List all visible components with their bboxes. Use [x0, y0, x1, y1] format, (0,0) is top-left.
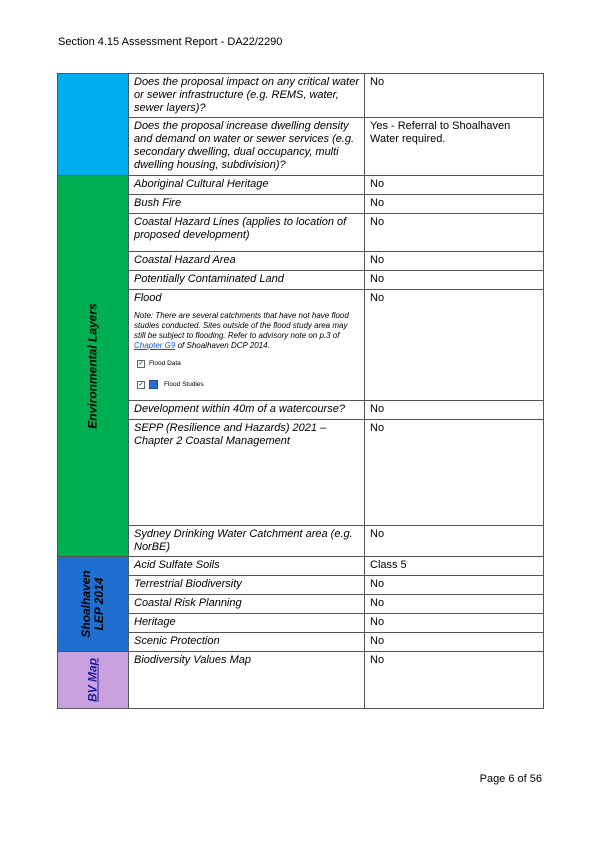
flood-question-cell [129, 290, 365, 401]
question-cell: Biodiversity Values Map [129, 652, 365, 709]
table-row [58, 652, 544, 709]
question-cell: Coastal Hazard Area [129, 252, 365, 271]
table-row [58, 214, 544, 252]
table-row [58, 195, 544, 214]
environmental-layers-label: Environmental Layers [85, 303, 100, 429]
answer-cell: Yes - Referral to Shoalhaven Water required. [365, 118, 544, 176]
shoalhaven-lep-label: Shoalhaven LEP 2014 [79, 570, 106, 638]
answer-cell: No [365, 633, 544, 652]
table-row [58, 576, 544, 595]
answer-cell: No [365, 290, 544, 401]
flood-studies-label: Flood Studies [164, 381, 204, 388]
flood-data-checkbox[interactable]: ✓ [138, 360, 144, 367]
answer-cell: No [365, 74, 544, 118]
answer-cell: No [365, 526, 544, 557]
bv-map-band [58, 652, 129, 709]
answer-cell: No [365, 176, 544, 195]
answer-cell: No [365, 214, 544, 252]
assessment-table [57, 73, 544, 709]
answer-cell: No [365, 252, 544, 271]
bv-map-link[interactable]: BV Map [85, 657, 100, 703]
question-cell: SEPP (Resilience and Hazards) 2021 – Chapter 2 Coastal Management [129, 420, 365, 526]
flood-note [134, 311, 359, 351]
table-row [58, 271, 544, 290]
water-section-band [58, 74, 129, 176]
table-row [58, 74, 544, 118]
table-row [58, 633, 544, 652]
flood-title: Flood [134, 292, 162, 304]
table-row [58, 595, 544, 614]
page-number: Page 6 of 56 [479, 773, 542, 785]
answer-cell: No [365, 401, 544, 420]
question-cell: Bush Fire [129, 195, 365, 214]
question-cell: Coastal Risk Planning [129, 595, 365, 614]
answer-cell: No [365, 614, 544, 633]
table-row [58, 290, 544, 401]
question-cell: Potentially Contaminated Land [129, 271, 365, 290]
question-cell: Coastal Hazard Lines (applies to location of proposed development) [129, 214, 365, 252]
flood-studies-checkbox[interactable]: ✓ [138, 381, 144, 388]
question-cell: Aboriginal Cultural Heritage [129, 176, 365, 195]
flood-note-text-before: Note: There are several catchments that have not have flood studies conducted. Sites outside of the flood study area may still be subject to flooding. Refer to advisory note on p.3 of [134, 311, 349, 340]
answer-cell: No [365, 271, 544, 290]
table-row [58, 252, 544, 271]
table-row [58, 420, 544, 526]
table-row [58, 614, 544, 633]
answer-cell: No [365, 195, 544, 214]
table-row [58, 526, 544, 557]
answer-cell: No [365, 576, 544, 595]
table-row [58, 118, 544, 176]
shoalhaven-lep-band [58, 557, 129, 652]
question-cell: Sydney Drinking Water Catchment area (e.g. NorBE) [129, 526, 365, 557]
environmental-layers-band [58, 176, 129, 557]
flood-studies-layer-row [134, 378, 359, 391]
table-row [58, 557, 544, 576]
answer-cell: No [365, 420, 544, 526]
question-cell: Does the proposal increase dwelling density and demand on water or sewer services (e.g. secondary dwelling, dual occupancy, multi dwelling housing, subdivision)? [129, 118, 365, 176]
layer-icon [149, 380, 158, 389]
question-cell: Acid Sulfate Soils [129, 557, 365, 576]
table-row [58, 176, 544, 195]
question-cell: Terrestrial Biodiversity [129, 576, 365, 595]
page-header: Section 4.15 Assessment Report - DA22/2290 [58, 36, 283, 48]
flood-data-label: Flood Data [149, 360, 181, 367]
answer-cell: Class 5 [365, 557, 544, 576]
flood-data-layer-row [134, 357, 359, 370]
answer-cell: No [365, 652, 544, 709]
answer-cell: No [365, 595, 544, 614]
question-cell: Does the proposal impact on any critical water or sewer infrastructure (e.g. REMS, water, sewer layers)? [129, 74, 365, 118]
question-cell: Scenic Protection [129, 633, 365, 652]
question-cell: Development within 40m of a watercourse? [129, 401, 365, 420]
question-cell: Heritage [129, 614, 365, 633]
table-row [58, 401, 544, 420]
flood-note-text-after: of Shoalhaven DCP 2014. [175, 341, 270, 350]
chapter-g9-link[interactable]: Chapter G9 [134, 341, 176, 350]
